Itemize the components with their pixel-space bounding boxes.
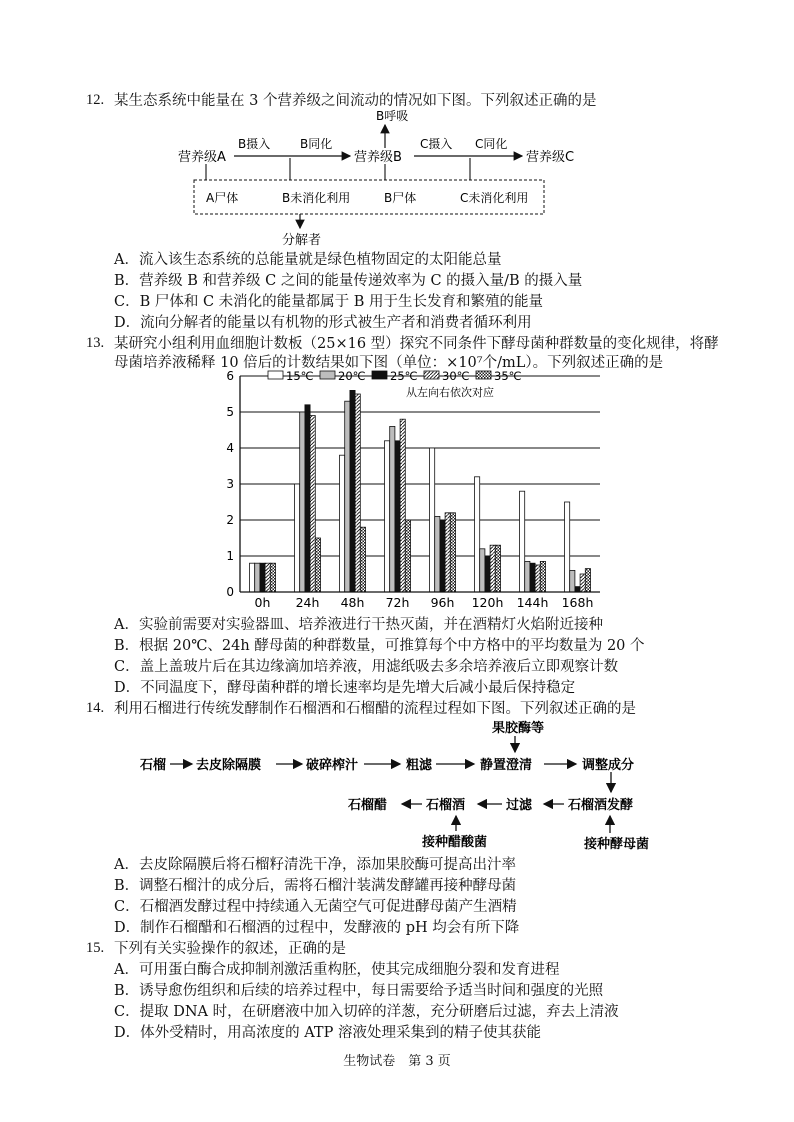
option-b: B．根据 20℃、24h 酵母菌的种群数量，可推算每个中方格中的平均数量为 20 个 <box>114 638 645 654</box>
legend-label: 30℃ <box>442 369 470 383</box>
c-undigested-label: C未消化利用 <box>460 191 529 205</box>
bar <box>585 569 590 592</box>
bar <box>315 538 320 592</box>
bar <box>350 390 355 592</box>
y-tick-label: 0 <box>226 585 234 599</box>
legend-swatch <box>476 371 491 379</box>
legend-label: 20℃ <box>338 369 366 383</box>
question-stem-cont: 母菌培养液稀释 10 倍后的计数结果如下图（单位：×10⁷个/mL）。下列叙述正确的是 <box>114 355 664 371</box>
bar <box>340 455 345 592</box>
step-wine: 石榴酒 <box>426 798 466 813</box>
decomposer-label: 分解者 <box>282 233 322 248</box>
question-number: 12. <box>86 92 105 108</box>
x-tick-label: 120h <box>471 595 504 610</box>
x-tick-label: 0h <box>254 595 271 610</box>
option-a: A．去皮除隔膜后将石榴籽清洗干净，添加果胶酶可提高出汁率 <box>114 857 516 873</box>
legend-label: 15℃ <box>286 369 314 383</box>
level-a: 营养级A <box>178 150 226 165</box>
step-vinegar: 石榴醋 <box>348 798 388 813</box>
b-assim-label: B同化 <box>300 137 333 151</box>
x-tick-label: 168h <box>561 595 594 610</box>
bar <box>530 563 535 592</box>
level-c: 营养级C <box>526 150 575 165</box>
y-tick-label: 4 <box>226 441 234 455</box>
y-tick-label: 2 <box>226 513 234 527</box>
bar <box>345 401 350 592</box>
bar <box>485 556 490 592</box>
b-resp-label: B呼吸 <box>376 109 409 123</box>
b-intake-label: B摄入 <box>238 137 271 151</box>
option-c: C．石榴酒发酵过程中持续通入无菌空气可促进酵母菌产生酒精 <box>114 899 517 915</box>
option-d: D．体外受精时，用高浓度的 ATP 溶液处理采集到的精子使其获能 <box>114 1025 541 1041</box>
question-number: 14. <box>86 700 105 716</box>
y-tick-label: 5 <box>226 405 234 419</box>
bar <box>525 561 530 592</box>
bar <box>440 520 445 592</box>
step-wine-ferment: 石榴酒发酵 <box>568 798 634 813</box>
legend-swatch <box>372 371 387 379</box>
bar <box>565 502 570 592</box>
option-d: D．不同温度下，酵母菌种群的增长速率均是先增大后减小最后保持稳定 <box>114 680 576 696</box>
question-stem: 下列有关实验操作的叙述，正确的是 <box>114 941 346 957</box>
bar <box>255 563 260 592</box>
bar <box>575 587 580 592</box>
bar <box>430 448 435 592</box>
step-settle: 静置澄清 <box>480 758 533 773</box>
step-crush: 破碎榨汁 <box>306 758 359 773</box>
bar <box>580 574 585 592</box>
option-d: D．制作石榴醋和石榴酒的过程中，发酵液的 pH 均会有所下降 <box>114 920 520 936</box>
bar <box>480 549 485 592</box>
step-coarse-filter: 粗滤 <box>406 758 433 773</box>
bar <box>540 561 545 592</box>
option-a: A．流入该生态系统的总能量就是绿色植物固定的太阳能总量 <box>114 252 502 268</box>
x-tick-label: 96h <box>430 595 455 610</box>
legend-note: 从左向右依次对应 <box>406 386 494 399</box>
option-b: B．诱导愈伤组织和后续的培养过程中，每日需要给予适当时间和强度的光照 <box>114 983 604 999</box>
bar <box>450 513 455 592</box>
fermentation-flowchart <box>130 716 670 854</box>
legend-swatch <box>424 371 439 379</box>
bar <box>405 520 410 592</box>
y-tick-label: 6 <box>226 369 234 383</box>
a-corpse-label: A尸体 <box>206 191 239 205</box>
bar <box>260 563 265 592</box>
step-adjust: 调整成分 <box>582 758 635 773</box>
bar <box>355 394 360 592</box>
bar <box>490 545 495 592</box>
acetobacter-label: 接种醋酸菌 <box>422 835 488 850</box>
y-tick-label: 1 <box>226 549 234 563</box>
step-filter: 过滤 <box>506 798 533 813</box>
legend-swatch <box>320 371 335 379</box>
x-tick-label: 72h <box>385 595 410 610</box>
bar <box>310 416 315 592</box>
bar <box>265 563 270 592</box>
bar <box>305 405 310 592</box>
option-b: B．调整石榴汁的成分后，需将石榴汁装满发酵罐再接种酵母菌 <box>114 878 517 894</box>
option-a: A．可用蛋白酶合成抑制剂激活重构胚，使其完成细胞分裂和发育进程 <box>114 962 560 978</box>
c-assim-label: C同化 <box>475 137 508 151</box>
step-peel: 去皮除隔膜 <box>196 758 262 773</box>
x-tick-label: 144h <box>516 595 549 610</box>
b-corpse-label: B尸体 <box>384 191 417 205</box>
question-number: 13. <box>86 335 105 351</box>
bar <box>400 419 405 592</box>
bar <box>535 565 540 592</box>
level-b: 营养级B <box>354 150 402 165</box>
option-c: C．盖上盖玻片后在其边缘滴加培养液，用滤纸吸去多余培养液后立即观察计数 <box>114 659 619 675</box>
bar <box>295 484 300 592</box>
option-a: A．实验前需要对实验器皿、培养液进行干热灭菌，并在酒精灯火焰附近接种 <box>114 617 603 633</box>
x-tick-label: 24h <box>295 595 320 610</box>
bar <box>445 513 450 592</box>
b-undigested-label: B未消化利用 <box>282 191 351 205</box>
bar <box>300 412 305 592</box>
question-number: 15. <box>86 940 105 956</box>
question-stem: 利用石榴进行传统发酵制作石榴酒和石榴醋的流程过程如下图。下列叙述正确的是 <box>114 701 636 717</box>
option-b: B．营养级 B 和营养级 C 之间的能量传递效率为 C 的摄入量/B 的摄入量 <box>114 273 583 289</box>
bar <box>360 527 365 592</box>
pectinase-label: 果胶酶等 <box>492 721 545 736</box>
bar <box>520 491 525 592</box>
legend-label: 35℃ <box>494 369 522 383</box>
bar <box>435 516 440 592</box>
x-tick-label: 48h <box>340 595 365 610</box>
bar <box>390 426 395 592</box>
page-footer: 生物试卷 第 3 页 <box>343 1054 451 1069</box>
y-tick-label: 3 <box>226 477 234 491</box>
bar <box>570 570 575 592</box>
legend-swatch <box>268 371 283 379</box>
c-intake-label: C摄入 <box>420 137 453 151</box>
bar <box>385 441 390 592</box>
step-pomegranate: 石榴 <box>140 758 167 773</box>
option-d: D．流向分解者的能量以有机物的形式被生产者和消费者循环利用 <box>114 315 532 331</box>
bar <box>270 563 275 592</box>
yeast-population-chart <box>220 368 620 612</box>
question-stem: 某研究小组利用血细胞计数板（25×16 型）探究不同条件下酵母菌种群数量的变化规律，将酵 <box>114 336 719 352</box>
question-stem: 某生态系统中能量在 3 个营养级之间流动的情况如下图。下列叙述正确的是 <box>114 93 597 109</box>
option-c: C．B 尸体和 C 未消化的能量都属于 B 用于生长发育和繁殖的能量 <box>114 294 544 310</box>
bar <box>395 441 400 592</box>
bar <box>475 477 480 592</box>
energy-flow-diagram <box>170 108 600 248</box>
option-c: C．提取 DNA 时，在研磨液中加入切碎的洋葱，充分研磨后过滤，弃去上清液 <box>114 1004 619 1020</box>
bar <box>495 545 500 592</box>
legend-label: 25℃ <box>390 369 418 383</box>
bar <box>250 563 255 592</box>
yeast-label: 接种酵母菌 <box>584 837 650 852</box>
